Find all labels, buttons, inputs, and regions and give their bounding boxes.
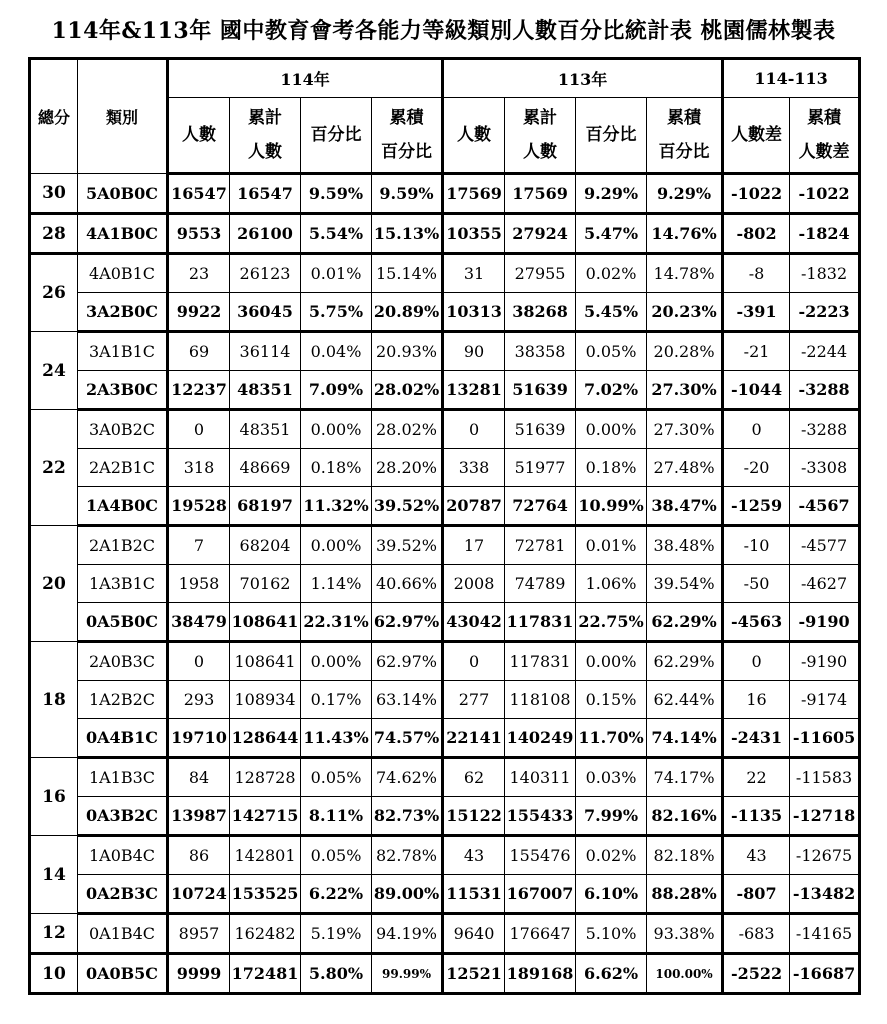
percent-113-cell: 7.99% <box>576 797 647 836</box>
cum-count-114-cell: 48351 <box>230 371 301 410</box>
percent-113-cell: 0.00% <box>576 642 647 681</box>
header-count-113: 人數 <box>443 98 505 174</box>
table-row <box>30 954 860 994</box>
count-114-cell: 9922 <box>168 293 230 332</box>
count-113-cell: 10313 <box>443 293 505 332</box>
count-114-cell: 38479 <box>168 603 230 642</box>
cum-count-diff-cell: -11605 <box>790 719 860 758</box>
count-113-cell: 13281 <box>443 371 505 410</box>
cum-count-114-cell: 36114 <box>230 332 301 371</box>
cum-count-113-cell: 38268 <box>505 293 576 332</box>
cum-count-113-cell: 72781 <box>505 526 576 565</box>
cum-count-diff-cell: -1832 <box>790 254 860 293</box>
header-cum-percent-113: 累積 百分比 <box>647 98 723 174</box>
category-cell: 0A3B2C <box>78 797 168 836</box>
cum-percent-113-cell: 14.78% <box>647 254 723 293</box>
cum-count-113-cell: 117831 <box>505 603 576 642</box>
percent-113-cell: 0.02% <box>576 254 647 293</box>
cum-percent-114-cell: 74.62% <box>372 758 443 797</box>
cum-count-diff-cell: -3308 <box>790 449 860 487</box>
category-cell: 4A1B0C <box>78 214 168 254</box>
percent-113-cell: 7.02% <box>576 371 647 410</box>
percent-114-cell: 5.54% <box>301 214 372 254</box>
category-cell: 0A0B5C <box>78 954 168 994</box>
category-cell: 1A1B3C <box>78 758 168 797</box>
count-diff-cell: -683 <box>723 914 790 954</box>
cum-count-113-cell: 140249 <box>505 719 576 758</box>
cum-count-diff-cell: -9190 <box>790 642 860 681</box>
cum-count-114-cell: 36045 <box>230 293 301 332</box>
table-row <box>30 836 860 875</box>
count-diff-cell: 22 <box>723 758 790 797</box>
percent-114-cell: 1.14% <box>301 565 372 603</box>
cum-percent-113-cell: 9.29% <box>647 174 723 214</box>
header-year-114: 114年 <box>168 59 443 98</box>
cum-count-114-cell: 48669 <box>230 449 301 487</box>
score-cell: 26 <box>30 254 78 332</box>
percent-114-cell: 8.11% <box>301 797 372 836</box>
cum-percent-114-cell: 62.97% <box>372 642 443 681</box>
cum-percent-113-cell: 20.28% <box>647 332 723 371</box>
cum-percent-113-cell: 88.28% <box>647 875 723 914</box>
cum-percent-113-cell: 62.29% <box>647 642 723 681</box>
cum-count-114-cell: 68204 <box>230 526 301 565</box>
count-diff-cell: -4563 <box>723 603 790 642</box>
cum-count-diff-cell: -9190 <box>790 603 860 642</box>
count-114-cell: 16547 <box>168 174 230 214</box>
header-cum-count-diff: 累積 人數差 <box>790 98 860 174</box>
percent-113-cell: 0.00% <box>576 410 647 449</box>
cum-percent-114-cell: 99.99% <box>372 954 443 994</box>
cum-percent-114-cell: 94.19% <box>372 914 443 954</box>
count-113-cell: 277 <box>443 681 505 719</box>
table-row <box>30 526 860 565</box>
table-row <box>30 371 860 410</box>
table-row <box>30 293 860 332</box>
category-cell: 0A4B1C <box>78 719 168 758</box>
percent-113-cell: 22.75% <box>576 603 647 642</box>
count-diff-cell: -391 <box>723 293 790 332</box>
count-113-cell: 2008 <box>443 565 505 603</box>
cum-percent-114-cell: 20.93% <box>372 332 443 371</box>
count-114-cell: 10724 <box>168 875 230 914</box>
cum-percent-113-cell: 82.18% <box>647 836 723 875</box>
count-114-cell: 69 <box>168 332 230 371</box>
percent-114-cell: 0.17% <box>301 681 372 719</box>
cum-count-113-cell: 74789 <box>505 565 576 603</box>
cum-percent-113-cell: 93.38% <box>647 914 723 954</box>
cum-count-114-cell: 108934 <box>230 681 301 719</box>
category-cell: 0A1B4C <box>78 914 168 954</box>
cum-percent-113-cell: 27.30% <box>647 371 723 410</box>
percent-113-cell: 0.05% <box>576 332 647 371</box>
header-row-years <box>30 59 860 98</box>
category-cell: 2A0B3C <box>78 642 168 681</box>
count-114-cell: 23 <box>168 254 230 293</box>
cum-count-diff-cell: -1824 <box>790 214 860 254</box>
count-114-cell: 12237 <box>168 371 230 410</box>
cum-count-113-cell: 51639 <box>505 410 576 449</box>
count-114-cell: 318 <box>168 449 230 487</box>
table-row <box>30 410 860 449</box>
percent-113-cell: 1.06% <box>576 565 647 603</box>
cum-count-113-cell: 38358 <box>505 332 576 371</box>
count-diff-cell: -802 <box>723 214 790 254</box>
count-114-cell: 7 <box>168 526 230 565</box>
cum-count-114-cell: 128728 <box>230 758 301 797</box>
percent-113-cell: 10.99% <box>576 487 647 526</box>
cum-count-diff-cell: -11583 <box>790 758 860 797</box>
count-diff-cell: 16 <box>723 681 790 719</box>
table-row <box>30 758 860 797</box>
count-114-cell: 84 <box>168 758 230 797</box>
category-cell: 2A3B0C <box>78 371 168 410</box>
table-row <box>30 914 860 954</box>
percent-113-cell: 5.45% <box>576 293 647 332</box>
table-row <box>30 174 860 214</box>
category-cell: 0A5B0C <box>78 603 168 642</box>
cum-count-diff-cell: -3288 <box>790 410 860 449</box>
count-diff-cell: -8 <box>723 254 790 293</box>
cum-percent-113-cell: 38.47% <box>647 487 723 526</box>
percent-113-cell: 0.18% <box>576 449 647 487</box>
cum-percent-114-cell: 82.73% <box>372 797 443 836</box>
count-114-cell: 1958 <box>168 565 230 603</box>
score-cell: 20 <box>30 526 78 642</box>
table-row <box>30 449 860 487</box>
count-113-cell: 17 <box>443 526 505 565</box>
score-cell: 22 <box>30 410 78 526</box>
header-category: 類別 <box>78 59 168 174</box>
cum-percent-114-cell: 39.52% <box>372 526 443 565</box>
header-percent-114: 百分比 <box>301 98 372 174</box>
cum-count-113-cell: 176647 <box>505 914 576 954</box>
count-114-cell: 19710 <box>168 719 230 758</box>
score-cell: 12 <box>30 914 78 954</box>
percent-114-cell: 0.18% <box>301 449 372 487</box>
cum-count-diff-cell: -12675 <box>790 836 860 875</box>
category-cell: 4A0B1C <box>78 254 168 293</box>
category-cell: 2A1B2C <box>78 526 168 565</box>
header-cum-percent-114: 累積 百分比 <box>372 98 443 174</box>
cum-count-114-cell: 16547 <box>230 174 301 214</box>
percent-114-cell: 0.00% <box>301 526 372 565</box>
count-113-cell: 62 <box>443 758 505 797</box>
percent-113-cell: 5.10% <box>576 914 647 954</box>
cum-percent-114-cell: 63.14% <box>372 681 443 719</box>
percent-114-cell: 5.19% <box>301 914 372 954</box>
cum-count-113-cell: 17569 <box>505 174 576 214</box>
header-cum-count-113: 累計 人數 <box>505 98 576 174</box>
cum-count-114-cell: 68197 <box>230 487 301 526</box>
percent-113-cell: 6.10% <box>576 875 647 914</box>
table-row <box>30 797 860 836</box>
count-diff-cell: 0 <box>723 642 790 681</box>
count-diff-cell: -1022 <box>723 174 790 214</box>
percent-113-cell: 11.70% <box>576 719 647 758</box>
percent-113-cell: 0.15% <box>576 681 647 719</box>
cum-count-diff-cell: -4567 <box>790 487 860 526</box>
percent-114-cell: 0.01% <box>301 254 372 293</box>
cum-percent-114-cell: 15.13% <box>372 214 443 254</box>
count-113-cell: 0 <box>443 410 505 449</box>
count-114-cell: 9999 <box>168 954 230 994</box>
score-cell: 16 <box>30 758 78 836</box>
cum-count-diff-cell: -9174 <box>790 681 860 719</box>
cum-percent-114-cell: 62.97% <box>372 603 443 642</box>
count-diff-cell: -2431 <box>723 719 790 758</box>
table-row <box>30 332 860 371</box>
count-113-cell: 31 <box>443 254 505 293</box>
count-113-cell: 338 <box>443 449 505 487</box>
cum-percent-114-cell: 89.00% <box>372 875 443 914</box>
percent-113-cell: 0.01% <box>576 526 647 565</box>
cum-percent-113-cell: 20.23% <box>647 293 723 332</box>
category-cell: 3A2B0C <box>78 293 168 332</box>
cum-count-diff-cell: -3288 <box>790 371 860 410</box>
category-cell: 1A2B2C <box>78 681 168 719</box>
cum-count-113-cell: 27955 <box>505 254 576 293</box>
cum-percent-113-cell: 39.54% <box>647 565 723 603</box>
category-cell: 1A3B1C <box>78 565 168 603</box>
cum-percent-113-cell: 27.30% <box>647 410 723 449</box>
statistics-table <box>28 57 861 995</box>
score-cell: 18 <box>30 642 78 758</box>
category-cell: 0A2B3C <box>78 875 168 914</box>
cum-count-113-cell: 117831 <box>505 642 576 681</box>
percent-114-cell: 0.00% <box>301 642 372 681</box>
count-diff-cell: 43 <box>723 836 790 875</box>
count-113-cell: 43042 <box>443 603 505 642</box>
cum-count-114-cell: 172481 <box>230 954 301 994</box>
category-cell: 5A0B0C <box>78 174 168 214</box>
cum-count-114-cell: 128644 <box>230 719 301 758</box>
percent-114-cell: 6.22% <box>301 875 372 914</box>
cum-percent-114-cell: 74.57% <box>372 719 443 758</box>
count-114-cell: 0 <box>168 642 230 681</box>
score-cell: 10 <box>30 954 78 994</box>
count-diff-cell: -1135 <box>723 797 790 836</box>
count-114-cell: 86 <box>168 836 230 875</box>
cum-percent-113-cell: 74.17% <box>647 758 723 797</box>
cum-count-114-cell: 48351 <box>230 410 301 449</box>
cum-percent-114-cell: 28.02% <box>372 371 443 410</box>
cum-count-diff-cell: -13482 <box>790 875 860 914</box>
cum-count-diff-cell: -16687 <box>790 954 860 994</box>
cum-count-113-cell: 155476 <box>505 836 576 875</box>
percent-113-cell: 0.02% <box>576 836 647 875</box>
table-row <box>30 487 860 526</box>
cum-count-diff-cell: -12718 <box>790 797 860 836</box>
count-113-cell: 90 <box>443 332 505 371</box>
count-113-cell: 0 <box>443 642 505 681</box>
count-diff-cell: -1259 <box>723 487 790 526</box>
category-cell: 1A0B4C <box>78 836 168 875</box>
cum-count-diff-cell: -4627 <box>790 565 860 603</box>
category-cell: 1A4B0C <box>78 487 168 526</box>
cum-count-diff-cell: -2244 <box>790 332 860 371</box>
cum-percent-113-cell: 38.48% <box>647 526 723 565</box>
percent-114-cell: 0.00% <box>301 410 372 449</box>
cum-count-diff-cell: -1022 <box>790 174 860 214</box>
percent-114-cell: 7.09% <box>301 371 372 410</box>
count-113-cell: 15122 <box>443 797 505 836</box>
table-row <box>30 875 860 914</box>
score-cell: 14 <box>30 836 78 914</box>
count-113-cell: 12521 <box>443 954 505 994</box>
cum-percent-114-cell: 20.89% <box>372 293 443 332</box>
count-diff-cell: -1044 <box>723 371 790 410</box>
cum-percent-113-cell: 62.44% <box>647 681 723 719</box>
percent-113-cell: 5.47% <box>576 214 647 254</box>
table-row <box>30 642 860 681</box>
category-cell: 3A0B2C <box>78 410 168 449</box>
count-diff-cell: -20 <box>723 449 790 487</box>
count-diff-cell: -21 <box>723 332 790 371</box>
cum-count-113-cell: 189168 <box>505 954 576 994</box>
percent-114-cell: 0.04% <box>301 332 372 371</box>
table-row <box>30 214 860 254</box>
cum-percent-114-cell: 9.59% <box>372 174 443 214</box>
cum-percent-114-cell: 15.14% <box>372 254 443 293</box>
cum-count-113-cell: 118108 <box>505 681 576 719</box>
count-114-cell: 8957 <box>168 914 230 954</box>
percent-114-cell: 11.43% <box>301 719 372 758</box>
cum-count-114-cell: 70162 <box>230 565 301 603</box>
cum-count-114-cell: 142715 <box>230 797 301 836</box>
count-113-cell: 11531 <box>443 875 505 914</box>
percent-113-cell: 9.29% <box>576 174 647 214</box>
cum-percent-113-cell: 100.00% <box>647 954 723 994</box>
cum-percent-114-cell: 28.02% <box>372 410 443 449</box>
cum-count-113-cell: 140311 <box>505 758 576 797</box>
percent-114-cell: 5.75% <box>301 293 372 332</box>
count-113-cell: 43 <box>443 836 505 875</box>
percent-114-cell: 0.05% <box>301 836 372 875</box>
percent-114-cell: 22.31% <box>301 603 372 642</box>
cum-count-113-cell: 51639 <box>505 371 576 410</box>
count-diff-cell: -807 <box>723 875 790 914</box>
cum-count-114-cell: 162482 <box>230 914 301 954</box>
header-year-113: 113年 <box>443 59 723 98</box>
cum-count-113-cell: 155433 <box>505 797 576 836</box>
count-diff-cell: -2522 <box>723 954 790 994</box>
count-113-cell: 20787 <box>443 487 505 526</box>
header-percent-113: 百分比 <box>576 98 647 174</box>
count-diff-cell: 0 <box>723 410 790 449</box>
percent-114-cell: 11.32% <box>301 487 372 526</box>
cum-count-113-cell: 72764 <box>505 487 576 526</box>
cum-percent-113-cell: 27.48% <box>647 449 723 487</box>
count-114-cell: 293 <box>168 681 230 719</box>
category-cell: 3A1B1C <box>78 332 168 371</box>
cum-count-diff-cell: -4577 <box>790 526 860 565</box>
count-114-cell: 0 <box>168 410 230 449</box>
percent-113-cell: 0.03% <box>576 758 647 797</box>
cum-count-114-cell: 26100 <box>230 214 301 254</box>
cum-count-diff-cell: -14165 <box>790 914 860 954</box>
cum-percent-114-cell: 40.66% <box>372 565 443 603</box>
cum-percent-113-cell: 82.16% <box>647 797 723 836</box>
cum-count-114-cell: 26123 <box>230 254 301 293</box>
count-diff-cell: -10 <box>723 526 790 565</box>
percent-114-cell: 5.80% <box>301 954 372 994</box>
cum-count-114-cell: 108641 <box>230 642 301 681</box>
count-114-cell: 9553 <box>168 214 230 254</box>
page-title: 114年&113年 國中教育會考各能力等級類別人數百分比統計表 桃園儒林製表 <box>51 18 836 44</box>
percent-113-cell: 6.62% <box>576 954 647 994</box>
score-cell: 24 <box>30 332 78 410</box>
score-cell: 30 <box>30 174 78 214</box>
header-count-diff: 人數差 <box>723 98 790 174</box>
score-cell: 28 <box>30 214 78 254</box>
cum-percent-114-cell: 28.20% <box>372 449 443 487</box>
header-difference: 114-113 <box>723 59 860 98</box>
cum-count-113-cell: 167007 <box>505 875 576 914</box>
count-diff-cell: -50 <box>723 565 790 603</box>
count-114-cell: 13987 <box>168 797 230 836</box>
cum-count-114-cell: 142801 <box>230 836 301 875</box>
cum-percent-113-cell: 14.76% <box>647 214 723 254</box>
count-113-cell: 17569 <box>443 174 505 214</box>
cum-percent-113-cell: 62.29% <box>647 603 723 642</box>
cum-count-diff-cell: -2223 <box>790 293 860 332</box>
table-row <box>30 565 860 603</box>
table-body <box>30 174 860 994</box>
percent-114-cell: 0.05% <box>301 758 372 797</box>
cum-count-114-cell: 108641 <box>230 603 301 642</box>
count-113-cell: 22141 <box>443 719 505 758</box>
count-114-cell: 19528 <box>168 487 230 526</box>
table-row <box>30 254 860 293</box>
header-cum-count-114: 累計 人數 <box>230 98 301 174</box>
header-score: 總分 <box>30 59 78 174</box>
percent-114-cell: 9.59% <box>301 174 372 214</box>
table-row <box>30 719 860 758</box>
table-row <box>30 681 860 719</box>
cum-percent-114-cell: 82.78% <box>372 836 443 875</box>
cum-percent-113-cell: 74.14% <box>647 719 723 758</box>
count-113-cell: 9640 <box>443 914 505 954</box>
category-cell: 2A2B1C <box>78 449 168 487</box>
cum-count-113-cell: 27924 <box>505 214 576 254</box>
header-count-114: 人數 <box>168 98 230 174</box>
table-row <box>30 603 860 642</box>
cum-count-113-cell: 51977 <box>505 449 576 487</box>
count-113-cell: 10355 <box>443 214 505 254</box>
cum-percent-114-cell: 39.52% <box>372 487 443 526</box>
cum-count-114-cell: 153525 <box>230 875 301 914</box>
